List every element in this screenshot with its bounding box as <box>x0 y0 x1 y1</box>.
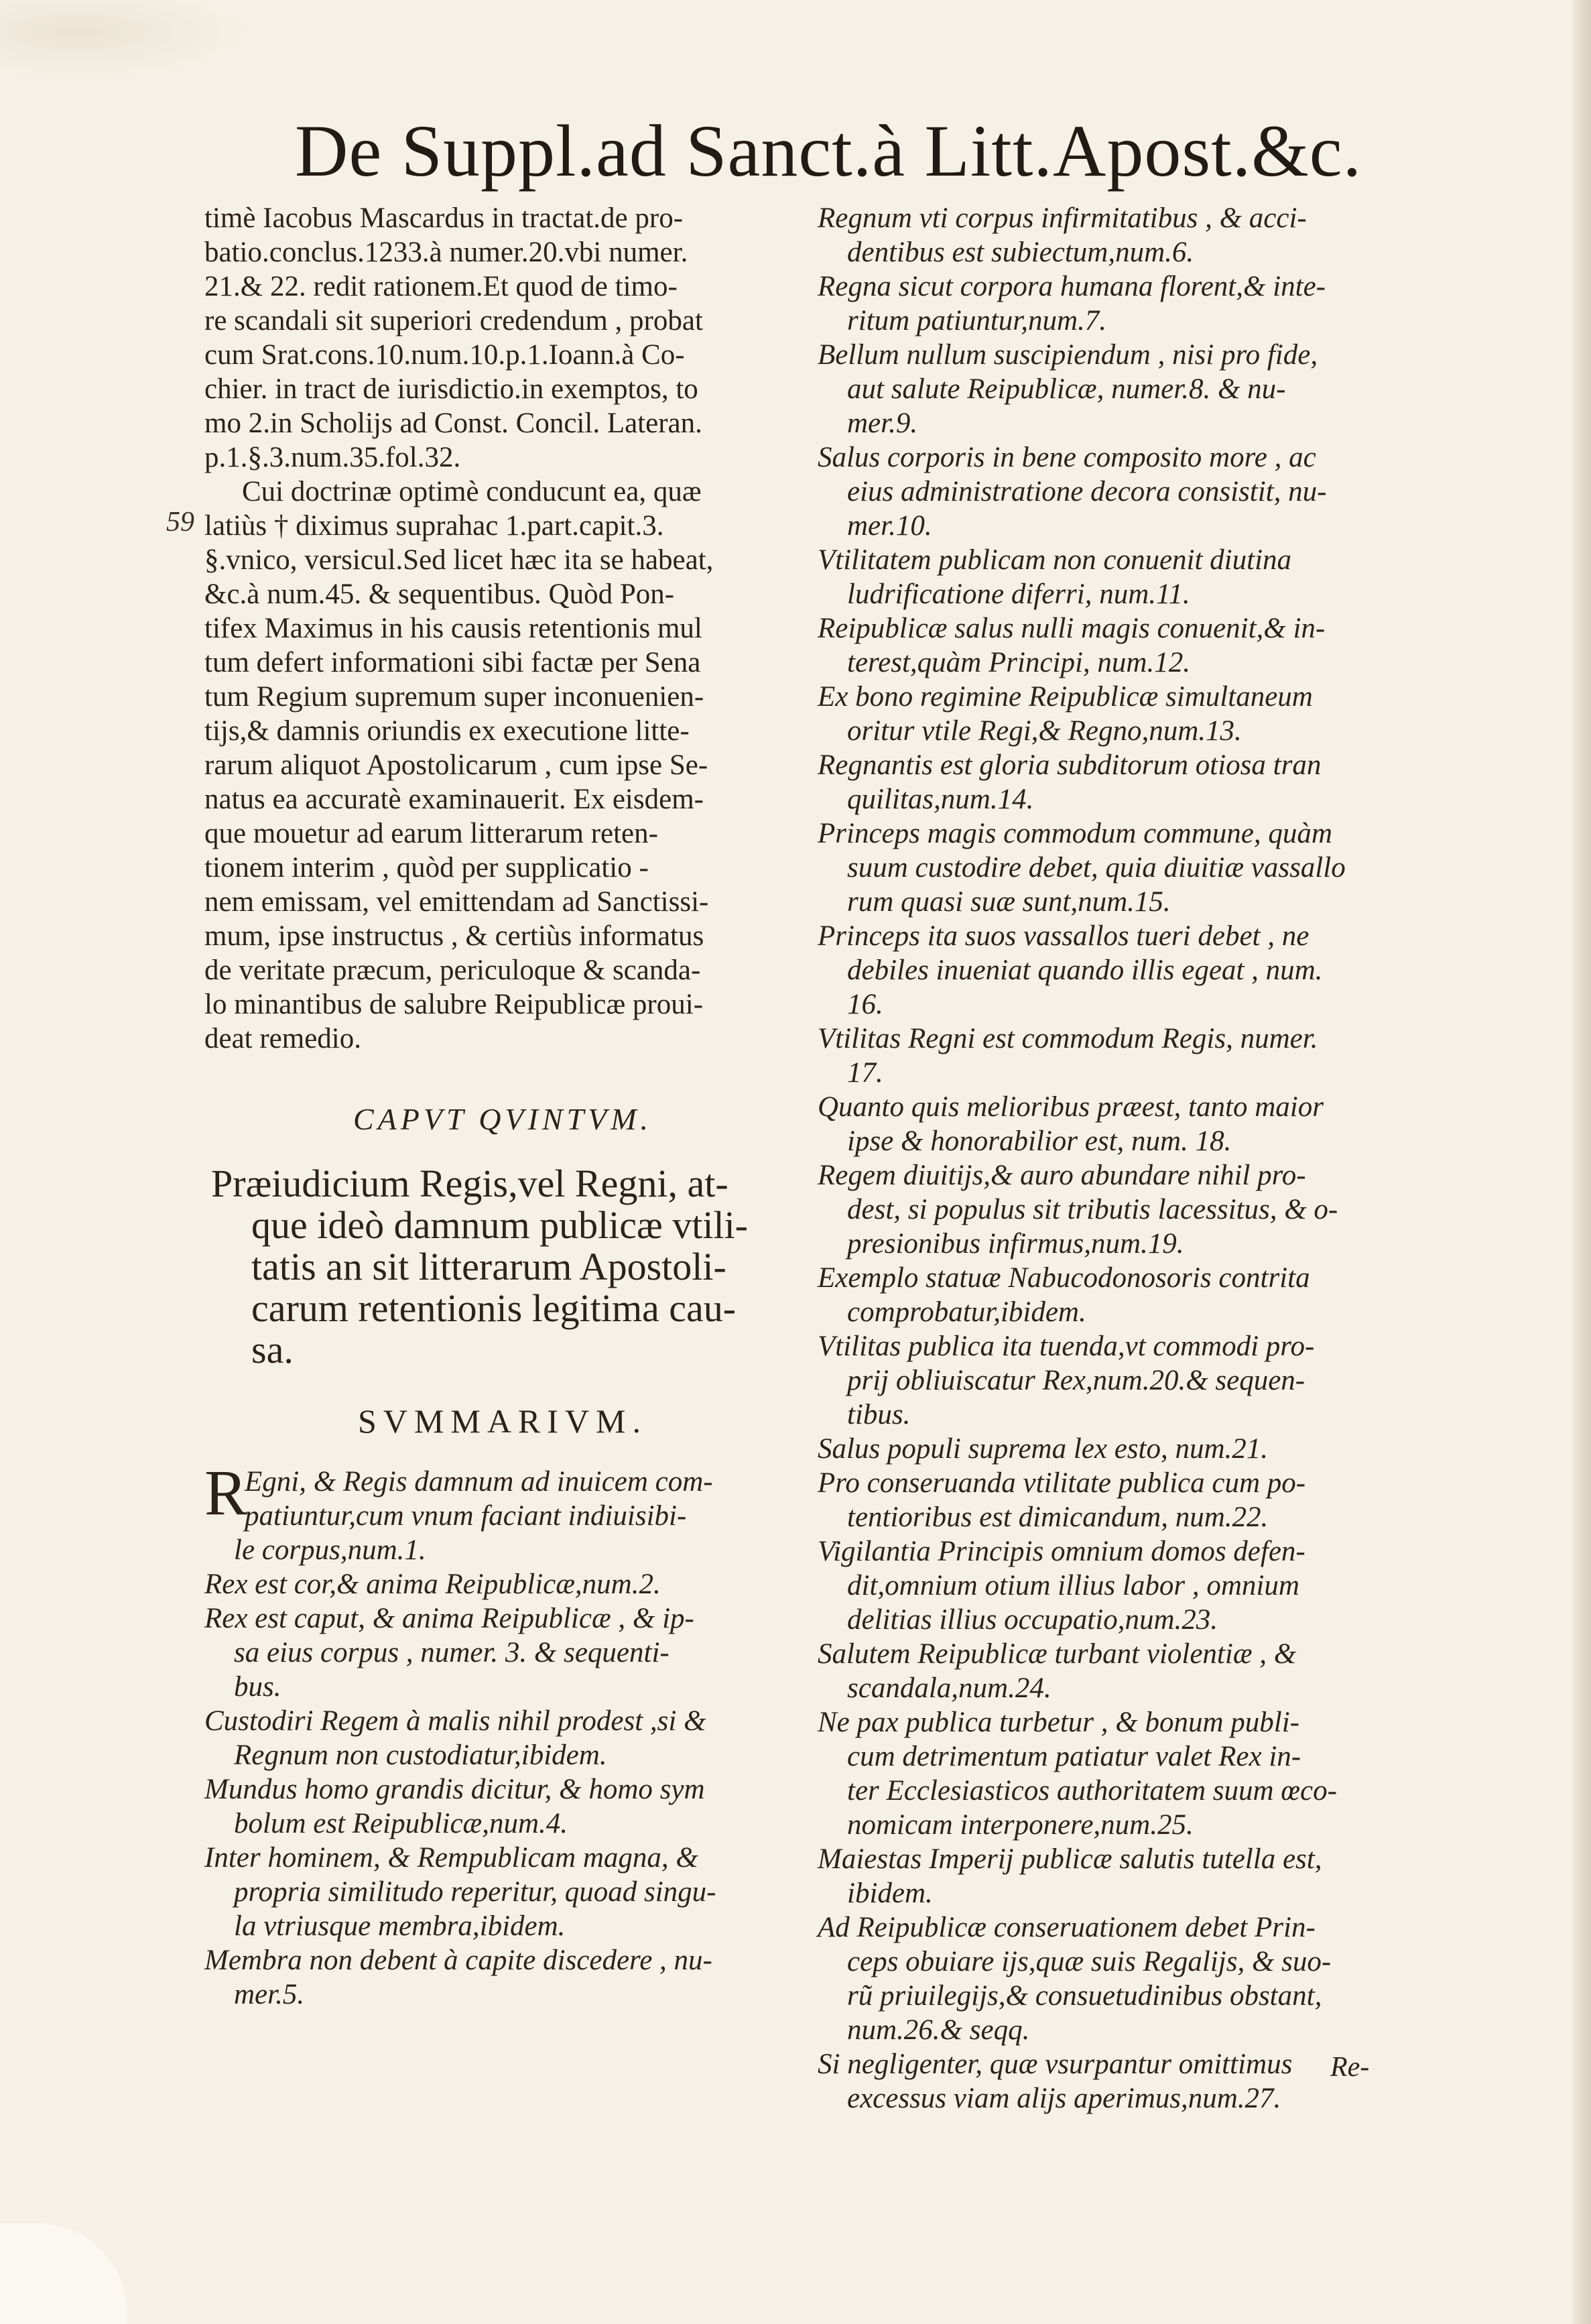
summary-entry: Bellum nullum suscipiendum , nisi pro fide, <box>818 339 1318 371</box>
text-line: aut salute Reipublicæ, numer.8. & nu- <box>847 373 1286 405</box>
text-line: mer.5. <box>234 1979 305 2010</box>
drop-cap: R <box>204 1457 248 1528</box>
text-line: Egni, & Regis damnum ad inuicem com- <box>245 1466 713 1497</box>
text-line: cum detrimentum patiatur valet Rex in- <box>847 1741 1301 1772</box>
text-line: deat remedio. <box>204 1023 362 1054</box>
text-line: p.1.§.3.num.35.fol.32. <box>204 442 461 473</box>
summary-entry: Vtilitas publica ita tuenda,vt commodi pro- <box>818 1331 1315 1362</box>
text-line: quilitas,num.14. <box>847 784 1034 815</box>
text-line: de veritate præcum, periculoque & scanda- <box>204 955 701 986</box>
summary-entry: Salus corporis in bene composito more , ac <box>818 442 1316 473</box>
text-line: ceps obuiare ijs,quæ suis Regalijs, & suo- <box>847 1946 1332 1977</box>
text-line: 21.& 22. redit rationem.Et quod de timo- <box>204 271 678 302</box>
summary-entry: Salutem Reipublicæ turbant violentiæ , & <box>818 1638 1297 1670</box>
text-line: que mouetur ad earum litterarum reten- <box>204 818 658 849</box>
text-line: rũ priuilegijs,& consuetudinibus obstant, <box>847 1980 1322 2012</box>
text-line: tijs,& damnis oriundis ex executione litte- <box>204 715 690 747</box>
summary-entry: Vigilantia Principis omnium domos defen- <box>818 1536 1306 1567</box>
summary-entry: Maiestas Imperij publicæ salutis tutella est, <box>818 1843 1322 1875</box>
summary-entry: Rex est cor,& anima Reipublicæ,num.2. <box>204 1569 661 1600</box>
text-line: sa eius corpus , numer. 3. & sequenti- <box>234 1637 670 1668</box>
text-line: tibus. <box>847 1399 911 1430</box>
right-column <box>818 201 1411 2116</box>
summary-entry: Membra non debent à capite discedere , nu- <box>204 1945 712 1976</box>
summary-entry: Reipublicæ salus nulli magis conuenit,& in- <box>818 613 1326 644</box>
summary-entry: Inter hominem, & Rempublicam magna, & <box>204 1842 698 1874</box>
text-line: natus ea accuratè examinauerit. Ex eisdem- <box>204 784 704 815</box>
text-line: terest,quàm Principi, num.12. <box>847 647 1190 678</box>
torn-corner <box>0 2223 127 2324</box>
summary-entry: Ad Reipublicæ conseruationem debet Prin- <box>818 1912 1316 1943</box>
summary-entry: Si negligenter, quæ vsurpantur omittimus <box>818 2048 1293 2080</box>
summary-entry: Vtilitatem publicam non conuenit diutina <box>818 544 1292 576</box>
title-line: sa. <box>251 1328 294 1371</box>
summary-entry: Pro conseruanda vtilitate publica cum po- <box>818 1467 1306 1499</box>
summary-entry: Regna sicut corpora humana florent,& inte- <box>818 271 1326 302</box>
text-line: mer.9. <box>847 408 918 439</box>
paragraph-continued <box>204 201 801 475</box>
summary-entry: Quanto quis melioribus præest, tanto maior <box>818 1091 1324 1123</box>
text-line: latiùs † diximus suprahac 1.part.capit.3. <box>204 510 664 542</box>
text-line: tifex Maximus in his causis retentionis mul <box>204 613 702 644</box>
summary-entry: Princeps ita suos vassallos tueri debet , ne <box>818 920 1310 952</box>
text-line: patiuntur,cum vnum faciant indiuisibi- <box>245 1500 687 1532</box>
title-line: que ideò damnum publicæ vtili- <box>251 1203 749 1247</box>
text-line: tum Regium supremum super inconuenien- <box>204 681 704 713</box>
text-line: debiles inueniat quando illis egeat , num. <box>847 955 1323 986</box>
page-edge <box>1572 0 1591 2324</box>
text-line: dest, si populus sit tributis lacessitus, & o- <box>847 1194 1338 1225</box>
chapter-heading: CAPVT QVINTVM. <box>353 1102 653 1136</box>
text-line: delitias illius occupatio,num.23. <box>847 1604 1218 1636</box>
summary-entry: Exemplo statuæ Nabucodonosoris contrita <box>818 1262 1310 1294</box>
text-line: nem emissam, vel emittendam ad Sanctissi- <box>204 886 709 918</box>
text-line: 17. <box>847 1057 883 1089</box>
text-line: num.26.& seqq. <box>847 2014 1030 2046</box>
text-line: §.vnico, versicul.Sed licet hæc ita se habeat, <box>204 544 714 576</box>
margin-number: 59 <box>166 507 194 538</box>
summary-entry: Ex bono regimine Reipublicæ simultaneum <box>818 681 1313 713</box>
text-line: rarum aliquot Apostolicarum , cum ipse Se- <box>204 749 708 781</box>
text-line: 16. <box>847 989 883 1020</box>
summary-entry: Ne pax publica turbetur , & bonum publi- <box>818 1707 1299 1738</box>
text-line: prij obliuiscatur Rex,num.20.& sequen- <box>847 1365 1306 1396</box>
text-line: Regnum non custodiatur,ibidem. <box>234 1739 607 1771</box>
paper-stain <box>0 0 255 80</box>
summary-entry: Regnum vti corpus infirmitatibus , & acci- <box>818 202 1307 234</box>
text-line: ibidem. <box>847 1878 933 1909</box>
text-line: la vtriusque membra,ibidem. <box>234 1910 566 1942</box>
summary-entry: Vtilitas Regni est commodum Regis, numer. <box>818 1023 1318 1054</box>
text-line: bus. <box>234 1671 281 1703</box>
chapter-title <box>204 1163 801 1371</box>
left-column <box>204 201 801 2012</box>
text-line: mum, ipse instructus , & certiùs informatus <box>204 920 704 952</box>
catchword: Re- <box>1330 2052 1370 2083</box>
summary-entry: Regem diuitijs,& auro abundare nihil pro- <box>818 1160 1306 1191</box>
text-line: propria similitudo reperitur, quoad singu- <box>234 1876 716 1908</box>
text-line: ludrificatione diferri, num.11. <box>847 578 1190 610</box>
text-line: cum Srat.cons.10.num.10.p.1.Ioann.à Co- <box>204 339 685 371</box>
text-line: timè Iacobus Mascardus in tractat.de pro- <box>204 202 684 234</box>
summary-entry: Mundus homo grandis dicitur, & homo sym <box>204 1774 705 1805</box>
text-line: ritum patiuntur,num.7. <box>847 305 1107 337</box>
text-line: &c.à num.45. & sequentibus. Quòd Pon- <box>204 578 675 610</box>
title-line: Præiudicium Regis,vel Regni, at- <box>211 1162 728 1205</box>
paragraph-doctrine <box>204 475 801 1056</box>
text-line: ter Ecclesiasticos authoritatem suum œco- <box>847 1775 1337 1807</box>
text-line: presionibus infirmus,num.19. <box>847 1228 1184 1260</box>
text-line: suum custodire debet, quia diuitiæ vassallo <box>847 852 1346 883</box>
text-line: eius administratione decora consistit, nu- <box>847 476 1327 507</box>
summarium-heading: SVMMARIVM. <box>357 1402 647 1440</box>
text-line: ipse & honorabilior est, num. 18. <box>847 1125 1232 1157</box>
text-line: Cui doctrinæ optimè conducunt ea, quæ <box>242 476 702 507</box>
text-line: batio.conclus.1233.à numer.20.vbi numer. <box>204 237 688 268</box>
summary-entry: Regnantis est gloria subditorum otiosa tran <box>818 749 1322 781</box>
summary-entry: Salus populi suprema lex esto, num.21. <box>818 1433 1269 1465</box>
page-header: De Suppl.ad Sanct.à Litt.Apost.&c. <box>295 110 1362 192</box>
text-line: dentibus est subiectum,num.6. <box>847 237 1194 268</box>
text-line: chier. in tract de iurisdictio.in exemptos, to <box>204 373 698 405</box>
text-line: rum quasi suæ sunt,num.15. <box>847 886 1171 918</box>
title-line: tatis an sit litterarum Apostoli- <box>251 1245 726 1288</box>
text-line: bolum est Reipublicæ,num.4. <box>234 1808 568 1839</box>
text-line: nomicam interponere,num.25. <box>847 1809 1194 1841</box>
title-line: carum retentionis legitima cau- <box>251 1286 737 1330</box>
text-line: mer.10. <box>847 510 932 542</box>
summary-entry: Custodiri Regem à malis nihil prodest ,si & <box>204 1705 706 1737</box>
text-line: lo minantibus de salubre Reipublicæ proui- <box>204 989 704 1020</box>
text-line: dit,omnium otium illius labor , omnium <box>847 1570 1299 1601</box>
text-line: comprobatur,ibidem. <box>847 1296 1086 1328</box>
text-line: mo 2.in Scholijs ad Const. Concil. Lateran. <box>204 408 702 439</box>
text-line: scandala,num.24. <box>847 1672 1052 1704</box>
summary-entry: Princeps magis commodum commune, quàm <box>818 818 1332 849</box>
text-line: le corpus,num.1. <box>234 1534 426 1566</box>
summary-entry: Rex est caput, & anima Reipublicæ , & ip- <box>204 1603 694 1634</box>
text-line: tum defert informationi sibi factæ per Sena <box>204 647 701 678</box>
summary-list <box>204 1457 801 2012</box>
text-line: oritur vtile Regi,& Regno,num.13. <box>847 715 1242 747</box>
text-line: tentioribus est dimicandum, num.22. <box>847 1502 1269 1533</box>
text-line: excessus viam alijs aperimus,num.27. <box>847 2083 1281 2114</box>
text-line: re scandali sit superiori credendum , probat <box>204 305 703 337</box>
text-line: tionem interim , quòd per supplicatio - <box>204 852 649 883</box>
